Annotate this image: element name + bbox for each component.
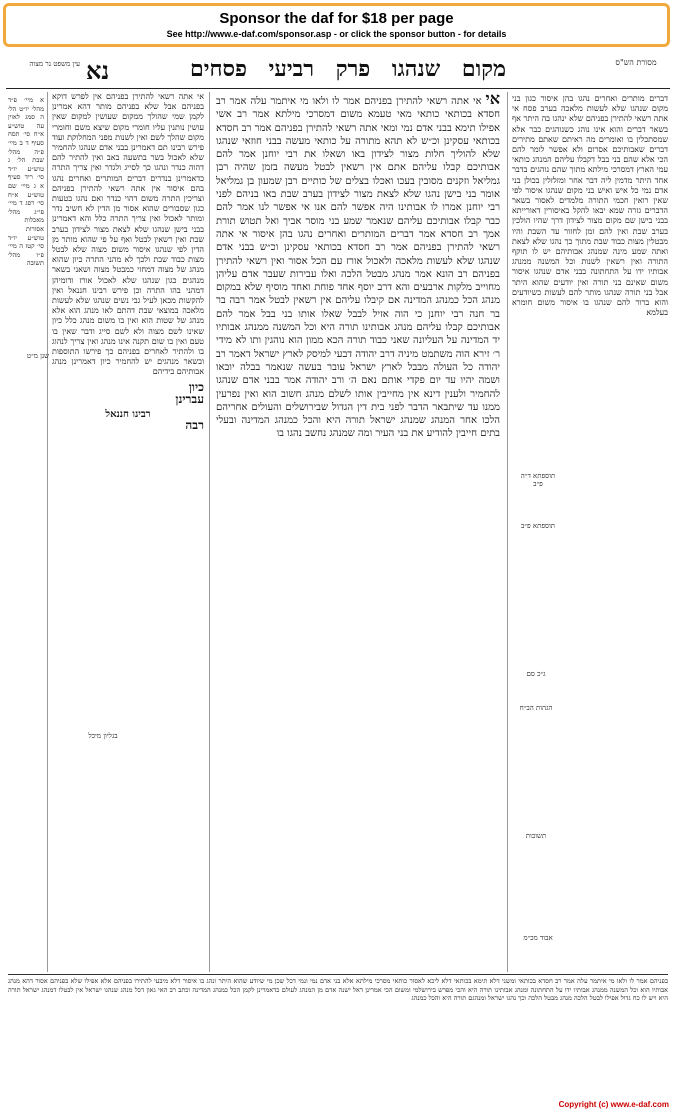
sponsor-title[interactable]: Sponsor the daf for $18 per page	[219, 10, 454, 27]
marginal-note: תוספתא ד״ה פ״ב	[520, 472, 556, 488]
marginal-note: שנן מ״ט	[26, 352, 50, 360]
column-divider	[209, 92, 210, 972]
column-divider	[507, 92, 508, 972]
marginal-note: ג״כ סם	[526, 670, 546, 678]
marginal-note: תשובות	[525, 832, 547, 840]
rabbeinu-chananel-dibur: רבה	[185, 418, 204, 433]
column-divider	[47, 92, 48, 972]
page-number: נא	[86, 56, 110, 85]
gemara-text: אי אתה רשאי להתירן בפניהם אמר לו ולאו מי איתמר עלה אמר רב חסדא בכותאי כותאי מאי טעמא משום דמסרכי מילתא אמר רב אשי אפילו תימא בבני אדם נמי ומאי אתה רשאי להתירן בפניהם אמר רב חסדא בכותאי עסקינן וכ״ש לא תהא מתורה על כותאי מעשה בבני חוזאי שנהגו שלא להוליך חלות מצור לצידון באו ושאלו את רבי יוחנן אמר להם אבותיכם קבלו עליהם אתם אין רשאין לבטל מעשה בזמן שהיה רבן גמליאל וזקנים מסובין בעכו ואכלו בצלים של כותיים רבן שמעון בן גמליאל אומר בני בישן נהגו שלא לצאת מצור לצידון בערב שבת באו בניהם לפני רבי יוחנן אמרו לו אבותינו היה אפשר להם אנו אי אפשר לנו אמר להם כבר קבלו אבותיכם עליהם שנאמר שמע בני מוסר אביך ואל תטוש תורת אמך רב חסדא אמר דברים המותרים ואחרים נהגו בהן איסור אי אתה רשאי להתירן בפניהם אמר רב חסדא בכותאי עסקינן וכ״ש בבני אדם שנהגו שלא לעשות מלאכה ולאכול אורז עם הכל אסור ואין רשאי להתירן בפניהם רב הונא אמר מנהג מבטל הלכה ואלו עבירות שעבר אדם עליהן מחוייב מלקות ארבעים והא דרב יוסף אחד פוחת ואחד מוסיף שלא במקום מנהג הכל כמנהג המדינה אם קיבלו עליהם אין רשאין לבטל אמר רבה בר בר חנה רבי יוחנן כי הוה אזיל לבבל שאלו אותו בני בבל אמר להם אבותיכם קבלו עליהם מנהג אבותינו תורה היא וכל המשנה ממנהג אבותיו יד המדינה על העליונה שאני כבוד תורה הכא ממון הוא נוהגין ותו לא מידי ר׳ זירא הוה משתמט מיניה דרב יהודה דבעי למיסק לארץ ישראל דאמר רב יהודה כל העולה מבבל לארץ ישראל עובר בעשה שנאמר בבלה יובאו ושמה יהיו עד יום פקדי אותם נאם ה׳ ורב יהודה אמר בבני אדם שנהגו להחמיר ולענין דינא אין מחייבין אותו לשלם מנהג חשוב הוא ואין נפרעין ממנו עד שיתבאר הדבר לפני בית דין הגדול שבירושלים והעולים אחריהם הלכו אחר המנהג שמנהג ישראל תורה היא והכל כמנהג המדינה ובעלי בתים חייבין להודיע את בני העיר ומה שמנהג נחשב נהגו בו	[216, 96, 500, 440]
sponsor-details-link[interactable]: See http://www.e-daf.com/sponsor.asp - or click the sponsor button - for details	[166, 29, 507, 39]
page-title: מקום שנהגו פרק רביעי פסחים	[189, 56, 507, 82]
tractate-label: מסורת הש"ס	[615, 58, 657, 67]
tosafot-dibur: כיון	[188, 379, 204, 394]
gemara-column	[216, 92, 500, 972]
rabbeinu-chananel-heading: רבינו חננאל	[105, 409, 151, 421]
tosafot-text: אי אתה רשאי להתירן בפניהם אין לפרש דוקא בפניהם אבל שלא בפניהם מותר דהא אמרינן לקמן שמי שהולך ממקום שעושין למקום שאין עושין נותנין עליו חומרי מקום שיצא משם וחומרי מקום שהלך לשם ואין לשנות מפני המחלוקת ועוד פירש רבינו תם דאמרינן בבני אדם שנהגו להחמיר שלא לאכול בשר בתשעה באב ואין להתיר להם דהוה כנדר ונהגו כך לסייג ולגדר ואין צריך התרה כדאמרינן בנדרים דברים המותרים ואחרים נהגו בהם איסור אין אתה רשאי להתירן בפניהם וצריכין התרה משום דהוי כנדר ואם נהגו בטעות כגון שסבורים שהוא אסור מן הדין לא חשיב נדר ומותר לאכול ואין צריך התרה כלל והא דאמרינן בבני בישן שנהגו שלא לצאת מצור לצידון בערב שבת ואין רשאין לבטל ואף על פי שהוא מותר מן הדין לפי שנהגו איסור משום מצוה שלא לבטל מצות כבוד שבת ולכך לא מהני התרה כיון שהוא מנהג של מצוה דמחזי כמבטל מצוה ושאני בשאר מנהגים כגון שנהגו שלא לאכול אורז ודומיהן דמהני בהו התרה וכן פירש רבינו חננאל ואין להקשות מכאן לעיל גבי נשים שנהגו שלא לעשות מלאכה במוצאי שבת דהתם לאו מנהג הוא אלא מנהג של שטות הוא ואין בו משום מנהג כלל כיון שאינו לשם מצוה ולא לשם סייג ודבר שאין בו טעם ואין בו שום תקנה אינו מנהג ואין צריך לנהוג בו ולהתיר לאחרים בפניהם כך פירשו התוספות ובשאר מנהגים יש להחמיר כיון דאמרינן מנהג אבותיהם בידיהם	[52, 92, 204, 377]
rashi-text: דברים מותרים ואחרים נהגו בהן איסור כגון בני מקום שנהגו שלא לעשות מלאכה בערב פסח אי אתה רשאי להתירן בפניהם שלא ינהגו בה היתר אף בשאר דברים והוא אינו נוהג כשנוהגים כבר אלא שמסתכלין בו ואומרים מה ראיתם שאתם מתירים דברים שאבותיכם אסרום ולא אפשר לומר להם הכי אלא שהם בני בבל דקבלו עליהם המנהג כותאי עמי הארץ דמסרכי מילתא מתוך שהם נוהגים בדבר אחד היתר מדמין ליה דבר אחר ומזלזלין בכולן בני אדם נמי כל איש ואיש בני מקום שנהגו איסור לפי שאין רואין חכמי התורה מלמדים לאסור בשאר הדברים גזרה שמא יבאו להקל באיסורין דאורייתא בבני בישן שם מקום מצור לצידון דרך שהיו הולכין בערב שבת ואין להם זמן לחזור עד השבת והיו מבטלין מצות כבוד שבת מתוך כך נהגו שלא לצאת ואתה שמע מינה שמנהג אבותיהם יש לו תוקף התורה ואין רשאין לשנות וכל המשנה ממנהג אבותיו ידו על התחתונה בבני אדם שנהגו איסור משום שאינם בני תורה ואין יודעים שהוא היתר אבל בני תורה שנהגו מותר להם לעשות כשיודעים והוא ברור להם שנהגו בו איסור משום חומרא בעלמא	[512, 94, 668, 318]
footer-text: בפניהם אמר לו ולאו מי איתמר עלה אמר רב חסדא בכותאי ומשני דלא תימא בכותאי דלא ליכא לאסור כותאי מסרכי מילתא אלא בני אדם נמי ונמי דכל שכן מי שיודע שהוא היתר ונהג בו איסור דלא מיבעי להתירו בפניהם אלא אפילו שלא בפניהם אסור דהא מנהג אבותיו הוא וכל המשנה ממנהג אבותיו ידו על התחתונה ומנהג אבותינו תורה היא והכי מפרש בירושלמי ומשום הכי אמרינן דאל ישנה אדם מן המנהג לעולם כדאמרינן לקמן הכל כמנהג המדינה וכתב רב האי גאון דכל מנהג שנהגו ישראל אין לבטלו דמנהג ישראל תורה היא ויש לו כח גדול אפילו לבטל הלכה מנהג מבטל הלכה וכך נהגו ישראל ומנהגם תורה היא והכל כמנהג	[8, 977, 668, 1002]
ein-mishpat-label: עין משפט נר מצוה	[29, 60, 80, 68]
sponsor-banner[interactable]	[3, 3, 670, 47]
copyright-link[interactable]: Copyright (c) www.e-daf.com	[558, 1100, 669, 1109]
gemara-opening-word: אי	[485, 92, 500, 108]
marginal-note: אבוד מכ״מ	[523, 934, 553, 942]
tosafot-column	[52, 92, 204, 972]
ein-mishpat-column	[8, 96, 44, 956]
marginal-note: בגליון מיכל	[88, 732, 118, 740]
footer-commentary	[8, 974, 668, 1075]
page-header	[6, 56, 670, 89]
ein-mishpat-text: א מיי׳ פ״ד מהל׳ יו״ט הל׳ ה סמג לאוין עה טוש״ע א״ח סי׳ תסח סעיף ד ב מיי׳ פ״ה מהל׳ שבת הל׳ ג טוש״ע יו״ד סי׳ ריד סעיף א ג מיי׳ שם טוש״ע א״ח סי׳ רסג ד מיי׳ פי״ג מהל׳ מאכלות אסורות טוש״ע יו״ד סי׳ קטז ה מיי׳ פ״ו מהל׳ תשובה	[8, 96, 44, 268]
talmud-page	[6, 52, 670, 1092]
marginal-note: תוספתא פ״ב	[520, 522, 556, 530]
tosafot-dibur-2: עברינן	[175, 391, 204, 406]
marginal-note: הגהות הב״ח	[519, 704, 553, 712]
